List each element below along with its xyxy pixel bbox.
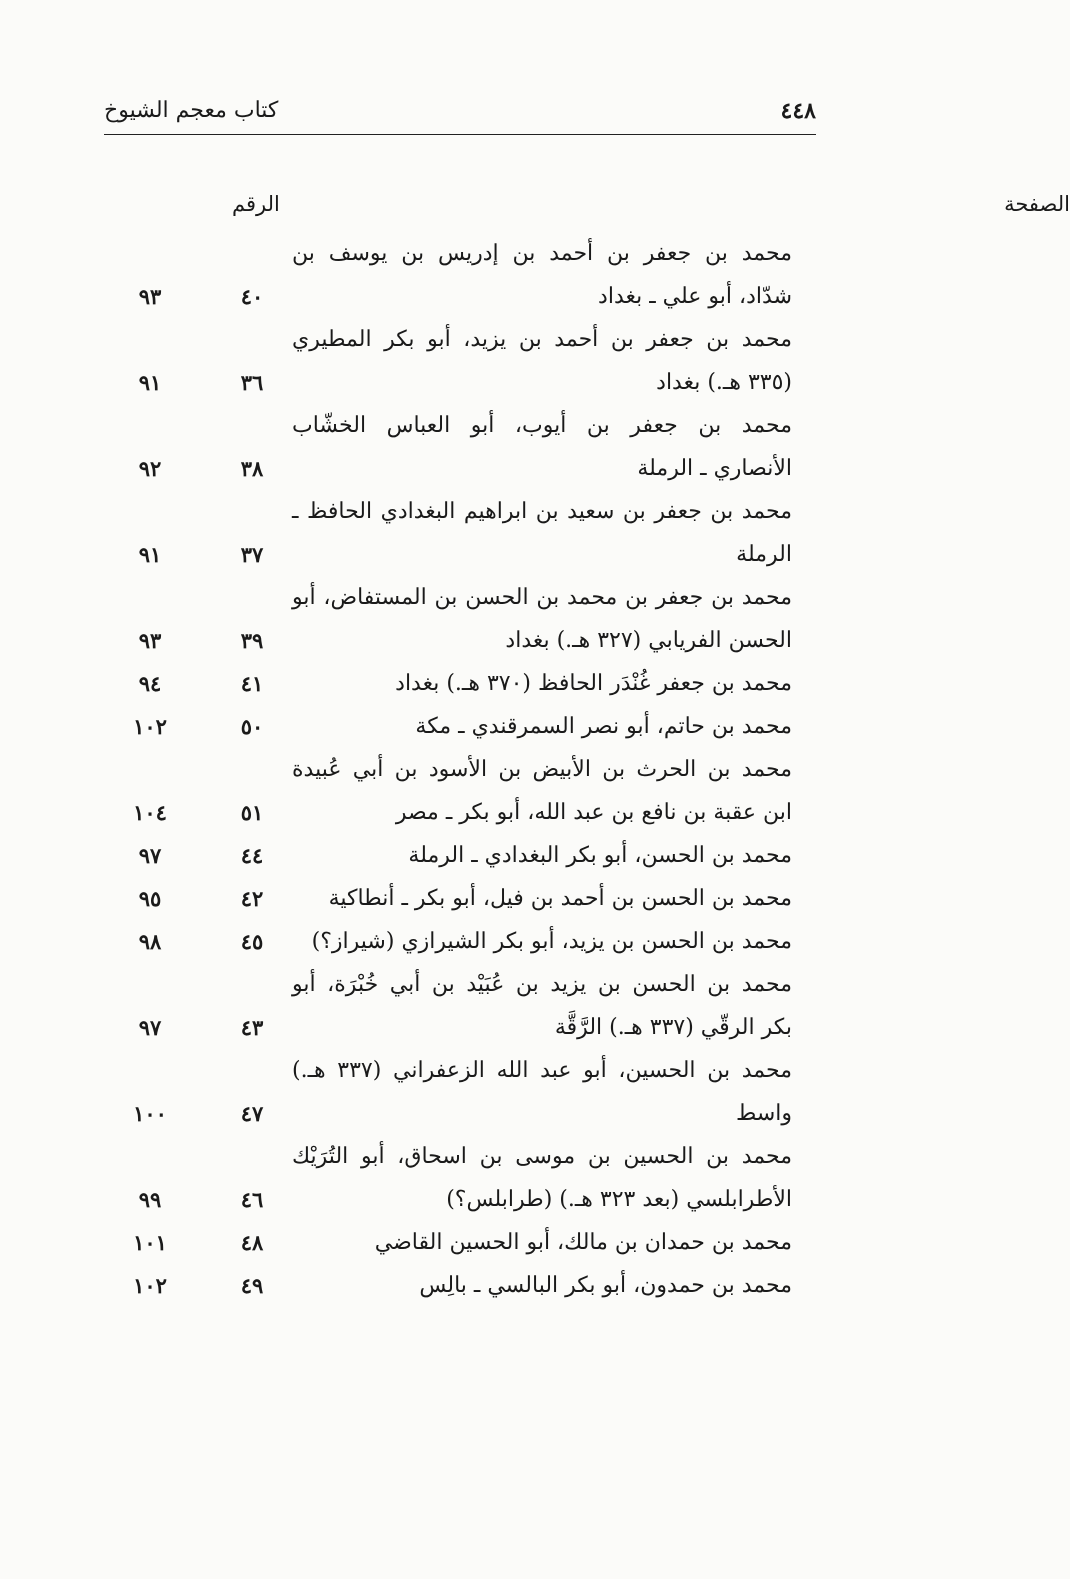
entry-number: ٤٣ <box>240 1015 264 1040</box>
entry-page: ٩٣ <box>138 628 162 653</box>
entry-page: ١٠٠ <box>133 1101 167 1126</box>
entry-text: محمد بن الحسن، أبو بكر البغدادي ـ الرملة <box>408 843 792 868</box>
entry-page: ٩٢ <box>138 456 162 481</box>
entry-text: محمد بن الحسين بن موسى بن اسحاق، أبو التُرَيْك <box>292 1144 792 1169</box>
entry-line <box>0 404 946 447</box>
index-entry <box>0 1135 946 1221</box>
entry-number: ٣٩ <box>240 628 264 653</box>
entry-number: ٤١ <box>240 671 264 696</box>
entry-line <box>0 1092 946 1135</box>
entry-line <box>0 1135 946 1178</box>
index-entry <box>0 662 946 705</box>
index-entry <box>0 1221 946 1264</box>
entry-line <box>0 1049 946 1092</box>
entry-number: ٣٧ <box>240 542 264 567</box>
entry-line <box>0 318 946 361</box>
entry-number: ٤٦ <box>240 1187 264 1212</box>
entry-text: محمد بن حمدون، أبو بكر البالسي ـ بالِس <box>419 1273 792 1298</box>
entry-number: ٣٨ <box>240 456 264 481</box>
entry-line <box>0 705 946 748</box>
entry-page: ٩١ <box>138 542 162 567</box>
entry-number: ٣٦ <box>240 370 264 395</box>
entry-line <box>0 662 946 705</box>
entry-text: محمد بن الحسن بن يزيد بن عُبَيْد بن أبي خُبْرَة، أبو <box>292 972 792 997</box>
entry-line <box>0 447 946 490</box>
entry-line <box>0 619 946 662</box>
entry-page: ٩٧ <box>138 843 162 868</box>
entry-text: محمد بن جعفر غُنْدَر الحافظ (٣٧٠ هـ.) بغداد <box>395 671 792 696</box>
entry-line <box>0 1221 946 1264</box>
page-header <box>104 96 816 135</box>
entry-number: ٤٢ <box>240 886 264 911</box>
entry-number: ٥١ <box>240 800 264 825</box>
entry-line <box>0 1264 946 1307</box>
entry-line <box>0 1006 946 1049</box>
entry-page: ٩٩ <box>138 1187 162 1212</box>
entry-text: محمد بن جعفر بن محمد بن الحسن بن المستفاض، أبو <box>292 585 792 610</box>
entry-line <box>0 748 946 791</box>
entry-text: الأنصاري ـ الرملة <box>637 456 792 481</box>
entry-text: (٣٣٥ هـ.) بغداد <box>656 370 792 395</box>
entry-number: ٤٤ <box>240 843 264 868</box>
entry-number: ٤٩ <box>240 1273 264 1298</box>
entry-line <box>0 791 946 834</box>
entry-page: ١٠٢ <box>133 1273 167 1298</box>
entry-text: محمد بن الحسين، أبو عبد الله الزعفراني (٣٣٧ هـ.) <box>292 1058 792 1083</box>
index-entry <box>0 318 946 404</box>
index-entry <box>0 576 946 662</box>
column-header-page: الصفحة <box>1004 192 1070 216</box>
entry-number: ٤٥ <box>240 929 264 954</box>
entry-text: محمد بن الحسن بن يزيد، أبو بكر الشيرازي (شيراز؟) <box>311 929 792 954</box>
entry-text: شدّاد، أبو علي ـ بغداد <box>598 284 792 309</box>
page-number: ٤٤٨ <box>780 98 816 124</box>
index-entry <box>0 877 946 920</box>
entry-text: الأطرابلسي (بعد ٣٢٣ هـ.) (طرابلس؟) <box>446 1187 792 1212</box>
index-entry <box>0 404 946 490</box>
index-entry <box>0 1049 946 1135</box>
entry-line <box>0 232 946 275</box>
entry-line <box>0 361 946 404</box>
entry-text: محمد بن الحرث بن الأبيض بن الأسود بن أبي عُبيدة <box>292 757 792 782</box>
entry-text: الرملة <box>736 542 792 567</box>
entry-page: ١٠١ <box>133 1230 167 1255</box>
entry-page: ٩١ <box>138 370 162 395</box>
index-entry <box>0 834 946 877</box>
entry-page: ٩٥ <box>138 886 162 911</box>
entry-line <box>0 834 946 877</box>
entry-number: ٤٨ <box>240 1230 264 1255</box>
entry-line <box>0 877 946 920</box>
entry-page: ٩٧ <box>138 1015 162 1040</box>
entry-page: ١٠٢ <box>133 714 167 739</box>
index-entry <box>0 490 946 576</box>
entry-text: الحسن الفريابي (٣٢٧ هـ.) بغداد <box>505 628 792 653</box>
entry-text: بكر الرقّي (٣٣٧ هـ.) الرَّقَّة <box>554 1015 792 1040</box>
entry-text: محمد بن حاتم، أبو نصر السمرقندي ـ مكة <box>415 714 792 739</box>
index-entry <box>0 705 946 748</box>
entry-text: واسط <box>735 1101 792 1126</box>
entry-page: ٩٨ <box>138 929 162 954</box>
entry-line <box>0 533 946 576</box>
entry-page: ١٠٤ <box>133 800 167 825</box>
entry-number: ٥٠ <box>240 714 264 739</box>
entry-number: ٤٠ <box>240 284 264 309</box>
entry-page: ٩٤ <box>138 671 162 696</box>
book-title: كتاب معجم الشيوخ <box>104 98 279 123</box>
index-entry <box>0 1264 946 1307</box>
entry-line <box>0 576 946 619</box>
entry-page: ٩٣ <box>138 284 162 309</box>
entry-number: ٤٧ <box>240 1101 264 1126</box>
entry-text: محمد بن جعفر بن أحمد بن إدريس بن يوسف بن <box>292 241 792 266</box>
index-entry <box>0 232 946 318</box>
entry-line <box>0 490 946 533</box>
index-entry <box>0 920 946 963</box>
index-entries <box>0 232 946 1307</box>
entry-text: محمد بن جعفر بن أيوب، أبو العباس الخشّاب <box>292 413 792 438</box>
entry-line <box>0 963 946 1006</box>
entry-line <box>0 1178 946 1221</box>
entry-text: ابن عقبة بن نافع بن عبد الله، أبو بكر ـ مصر <box>395 800 792 825</box>
index-entry <box>0 963 946 1049</box>
index-entry <box>0 748 946 834</box>
entry-text: محمد بن الحسن بن أحمد بن فيل، أبو بكر ـ أنطاكية <box>328 886 792 911</box>
entry-text: محمد بن جعفر بن أحمد بن يزيد، أبو بكر المطيري <box>292 327 792 352</box>
entry-line <box>0 275 946 318</box>
entry-line <box>0 920 946 963</box>
entry-text: محمد بن حمدان بن مالك، أبو الحسين القاضي <box>374 1230 792 1255</box>
column-header-number: الرقم <box>232 192 280 216</box>
entry-text: محمد بن جعفر بن سعيد بن ابراهيم البغدادي الحافظ ـ <box>292 499 792 524</box>
